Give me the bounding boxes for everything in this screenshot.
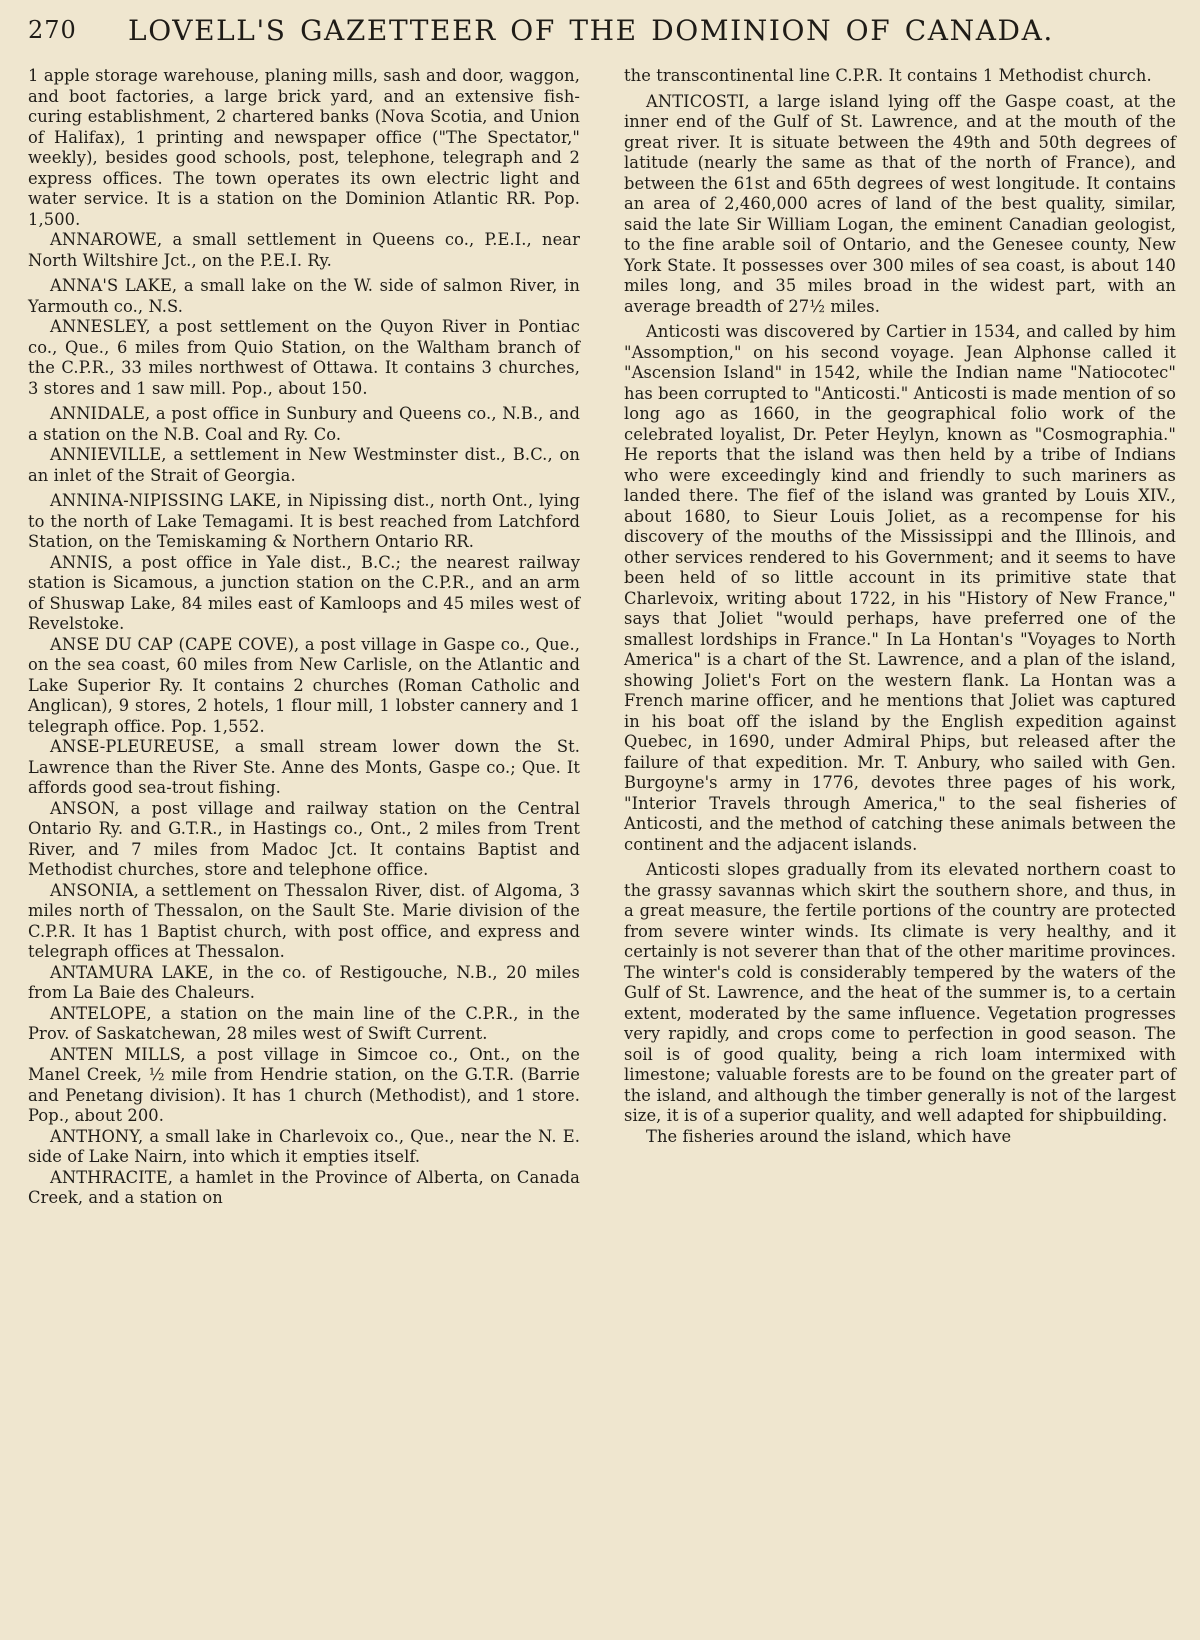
entry-antelope: ANTELOPE, a station on the main line of the C.P.R., in the Prov. of Saskatchewan, 28 miles west of Swift Current.	[28, 1003, 580, 1043]
entry-continuation: 1 apple storage warehouse, planing mills, sash and door, waggon, and boot factories, a large brick yard, and an extensive fish-curing establishment, 2 chartered banks (Nova Scotia, and Union of Halifax), 1 printing and newspaper office ("The Spectator," weekly), besides good schools, post, telephone, telegraph and 2 express offices. The town operates its own electric light and water service. It is a station on the Dominion Atlantic RR. Pop. 1,500.	[28, 66, 580, 229]
anticosti-history-paragraph: Anticosti was discovered by Cartier in 1534, and called by him "Assomption," on his second voyage. Jean Alphonse called it "Ascension Island" in 1542, while the Indian name "Natiocotec" has been corrupted to "Anticosti." Anticosti is made mention of so long ago as 1660, in the geographical folio work of the celebrated loyalist, Dr. Peter Heylyn, known as "Cosmographia." He reports that the island was then held by a tribe of Indians who were exceedingly kind and friendly to such mariners as landed there. The fief of the island was granted by Louis XIV., about 1680, to Sieur Louis Joliet, as a recompense for his discovery of the mouths of the Mississippi and the Illinois, and other services rendered to his Government; and it seems to have been held of so little account in its primitive state that Charlevoix, writing about 1722, in his "History of New France," says that Joliet "would perhaps, have preferred one of the smallest lordships in France." In La Hontan's "Voyages to North America" is a chart of the St. Lawrence, and a plan of the island, showing Joliet's Fort on the western flank. La Hontan was a French marine officer, and he mentions that Joliet was captured in his boat off the island by the English expedition against Quebec, in 1690, under Admiral Phips, but released after the failure of that expedition. Mr. T. Anbury, who sailed with Gen. Burgoyne's army in 1776, devotes three pages of his work, "Interior Travels through America," to the seal fisheries of Anticosti, and the method of catching these animals between the continent and the adjacent islands.	[624, 322, 1176, 854]
entry-annarowe: ANNAROWE, a small settlement in Queens co., P.E.I., near North Wiltshire Jct., on the P.E.I. Ry.	[28, 230, 580, 270]
entry-anthony: ANTHONY, a small lake in Charlevoix co., Que., near the N. E. side of Lake Nairn, into which it empties itself.	[28, 1126, 580, 1166]
entry-anten-mills: ANTEN MILLS, a post village in Simcoe co., Ont., on the Manel Creek, ½ mile from Hendrie station, on the G.T.R. (Barrie and Penetang division). It has 1 church (Methodist), and 1 store. Pop., about 200.	[28, 1044, 580, 1125]
page-number: 270	[28, 16, 77, 44]
entry-anse-pleureuse: ANSE-PLEUREUSE, a small stream lower down the St. Lawrence than the River Ste. Anne des Monts, Gaspe co.; Que. It affords good sea-trout fishing.	[28, 737, 580, 797]
right-column	[624, 66, 1176, 1209]
left-column	[28, 66, 580, 1209]
entry-annieville: ANNIEVILLE, a settlement in New Westminster dist., B.C., on an inlet of the Strait of Georgia.	[28, 445, 580, 485]
entry-annina-nipissing-lake: ANNINA-NIPISSING LAKE, in Nipissing dist., north Ont., lying to the north of Lake Temagami. It is best reached from Latchford Station, on the Temiskaming & Northern Ontario RR.	[28, 491, 580, 551]
entry-annesley: ANNESLEY, a post settlement on the Quyon River in Pontiac co., Que., 6 miles from Quio Station, on the Waltham branch of the C.P.R., 33 miles northwest of Ottawa. It contains 3 churches, 3 stores and 1 saw mill. Pop., about 150.	[28, 317, 580, 398]
anticosti-climate-paragraph: Anticosti slopes gradually from its elevated northern coast to the grassy savannas which skirt the southern shore, and thus, in a great measure, the fertile portions of the country are protected from severe winter winds. Its climate is very healthy, and it certainly is not severer than that of the other maritime provinces. The winter's cold is considerably tempered by the waters of the Gulf of St. Lawrence, and the heat of the summer is, to a certain extent, moderated by the same influence. Vegetation progresses very rapidly, and crops come to perfection in good season. The soil is of good quality, being a rich loam intermixed with limestone; valuable forests are to be found on the greater part of the island, and although the timber generally is not of the largest size, it is of a superior quality, and well adapted for shipbuilding.	[624, 860, 1176, 1125]
entry-anson: ANSON, a post village and railway station on the Central Ontario Ry. and G.T.R., in Hastings co., Ont., 2 miles from Trent River, and 7 miles from Madoc Jct. It contains Baptist and Methodist churches, store and telephone office.	[28, 798, 580, 879]
entry-anthracite: ANTHRACITE, a hamlet in the Province of Alberta, on Canada Creek, and a station on	[28, 1167, 580, 1207]
entry-annis: ANNIS, a post office in Yale dist., B.C.; the nearest railway station is Sicamous, a junction station on the C.P.R., and an arm of Shuswap Lake, 84 miles east of Kamloops and 45 miles west of Revelstoke.	[28, 552, 580, 633]
entry-annidale: ANNIDALE, a post office in Sunbury and Queens co., N.B., and a station on the N.B. Coal and Ry. Co.	[28, 404, 580, 444]
running-title: LOVELL'S GAZETTEER OF THE DOMINION OF CANADA.	[128, 13, 1054, 47]
entry-anticosti: ANTICOSTI, a large island lying off the Gaspe coast, at the inner end of the Gulf of St. Lawrence, and at the mouth of the great river. It is situate between the 49th and 50th degrees of latitude (nearly the same as that of the north of France), and between the 61st and 65th degrees of west longitude. It contains an area of 2,460,000 acres of land of the best quality, similar, said the late Sir William Logan, the eminent Canadian geologist, to the fine arable soil of Ontario, and the Genesee county, New York State. It possesses over 300 miles of sea coast, is about 140 miles long, and 35 miles broad in the widest part, with an average breadth of 27½ miles.	[624, 91, 1176, 316]
entry-annas-lake: ANNA'S LAKE, a small lake on the W. side of salmon River, in Yarmouth co., N.S.	[28, 276, 580, 316]
running-header	[28, 0, 1176, 60]
entry-ansonia: ANSONIA, a settlement on Thessalon River, dist. of Algoma, 3 miles north of Thessalon, on the Sault Ste. Marie division of the C.P.R. It has 1 Baptist church, with post office, and express and telegraph offices at Thessalon.	[28, 880, 580, 961]
entry-anse-du-cap: ANSE DU CAP (CAPE COVE), a post village in Gaspe co., Que., on the sea coast, 60 miles from New Carlisle, on the Atlantic and Lake Superior Ry. It contains 2 churches (Roman Catholic and Anglican), 9 stores, 2 hotels, 1 flour mill, 1 lobster cannery and 1 telegraph office. Pop. 1,552.	[28, 634, 580, 736]
entry-anthracite-continued: the transcontinental line C.P.R. It contains 1 Methodist church.	[624, 66, 1152, 85]
text-columns	[28, 66, 1176, 1209]
entry-antamura-lake: ANTAMURA LAKE, in the co. of Restigouche, N.B., 20 miles from La Baie des Chaleurs.	[28, 962, 580, 1002]
anticosti-fisheries-paragraph: The fisheries around the island, which have	[646, 1126, 1012, 1146]
